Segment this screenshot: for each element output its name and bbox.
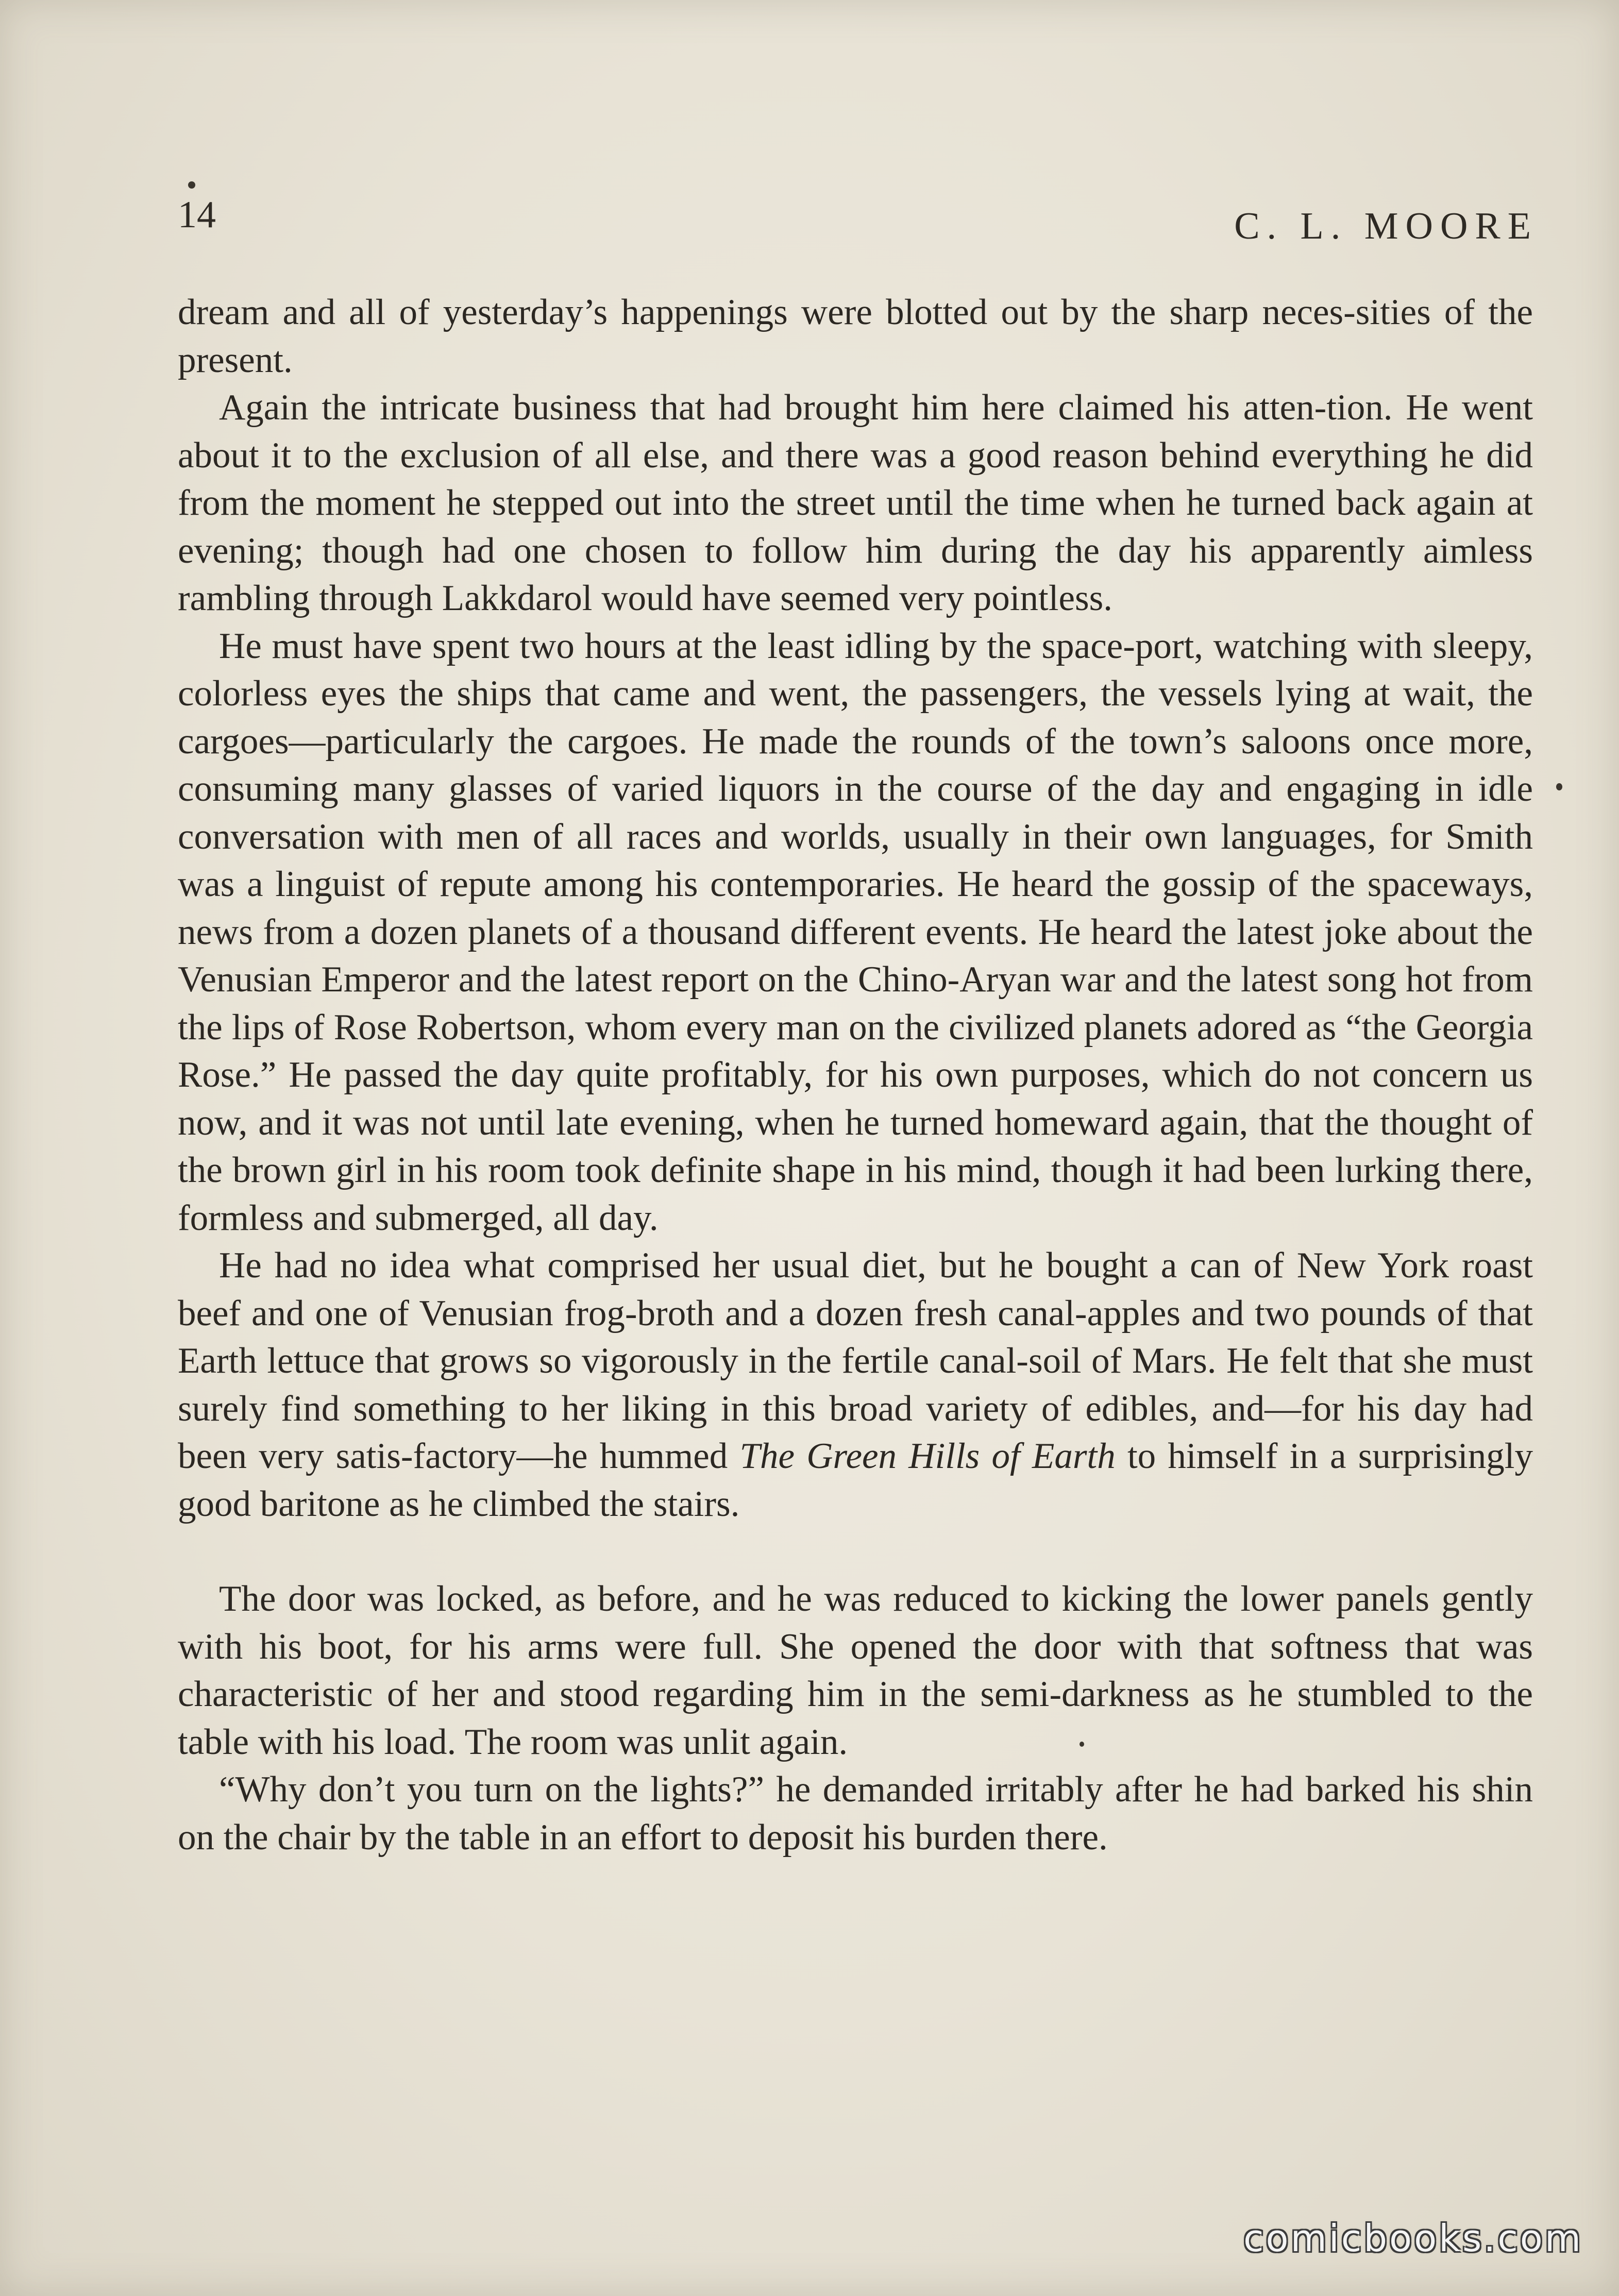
song-title: The Green Hills of Earth bbox=[739, 1436, 1116, 1476]
page-header bbox=[178, 193, 1538, 271]
print-speck bbox=[1556, 783, 1562, 790]
paragraph-4-text-before-title: He had no idea what comprised her usual diet, but he bought a can of New York roast beef and one of Venusian frog-broth and a dozen fresh canal-apples and two pounds of that Earth lettuce that grows so vigorously in the fertile canal-soil of Mars. He felt that she must surely find something to her liking in this broad variety of edibles, and—for his day had been very satis-factory—he hummed bbox=[178, 1245, 1533, 1476]
paragraph-5: The door was locked, as before, and he was reduced to kicking the lower panels gently with his boot, for his arms were full. She opened the door with that softness that was characteristic of her and stood regarding him in the semi-darkness as he stumbled to the table with his load. The room was unlit again. bbox=[178, 1579, 1533, 1762]
paragraph-1: dream and all of yesterday’s happenings were blotted out by the sharp neces-sities of the present. bbox=[178, 292, 1533, 380]
paragraph-4 bbox=[178, 1242, 1533, 1528]
page-number: 14 bbox=[178, 194, 216, 236]
print-speck bbox=[188, 181, 195, 189]
paragraph-4-text-after-title: to himself in a surprisingly good baritone as he climbed the stairs. bbox=[178, 1436, 1533, 1524]
story-text bbox=[178, 289, 1533, 1861]
running-head-author: C. L. MOORE bbox=[1234, 205, 1538, 247]
paragraph-6: “Why don’t you turn on the lights?” he demanded irritably after he had barked his shin on the chair by the table in an effort to deposit his burden there. bbox=[178, 1769, 1533, 1858]
paragraph-3: He must have spent two hours at the least idling by the space-port, watching with sleepy, colorless eyes the ships that came and went, the passengers, the vessels lying at wait, the cargoes—particularly the cargoes. He made the rounds of the town’s saloons once more, consuming many glasses of varied liquors in the course of the day and engaging in idle conversation with men of all races and worlds, usually in their own languages, for Smith was a linguist of repute among his contemporaries. He heard the gossip of the spaceways, news from a dozen planets of a thousand different events. He heard the latest joke about the Venusian Emperor and the latest report on the Chino-Aryan war and the latest song hot from the lips of Rose Robertson, whom every man on the civilized planets adored as “the Georgia Rose.” He passed the day quite profitably, for his own purposes, which do not concern us now, and it was not until late evening, when he turned homeward again, that the thought of the brown girl in his room took definite shape in his mind, though it had been lurking there, formless and submerged, all day. bbox=[178, 626, 1533, 1238]
paragraph-2: Again the intricate business that had brought him here claimed his atten-tion. He went about it to the exclusion of all else, and there was a good reason behind everything he did from the moment he stepped out into the street until the time when he turned back again at evening; though had one chosen to follow him during the day his apparently aimless rambling through Lakkdarol would have seemed very pointless. bbox=[178, 387, 1533, 618]
watermark-logo: comicbooks.com bbox=[1243, 2217, 1583, 2260]
